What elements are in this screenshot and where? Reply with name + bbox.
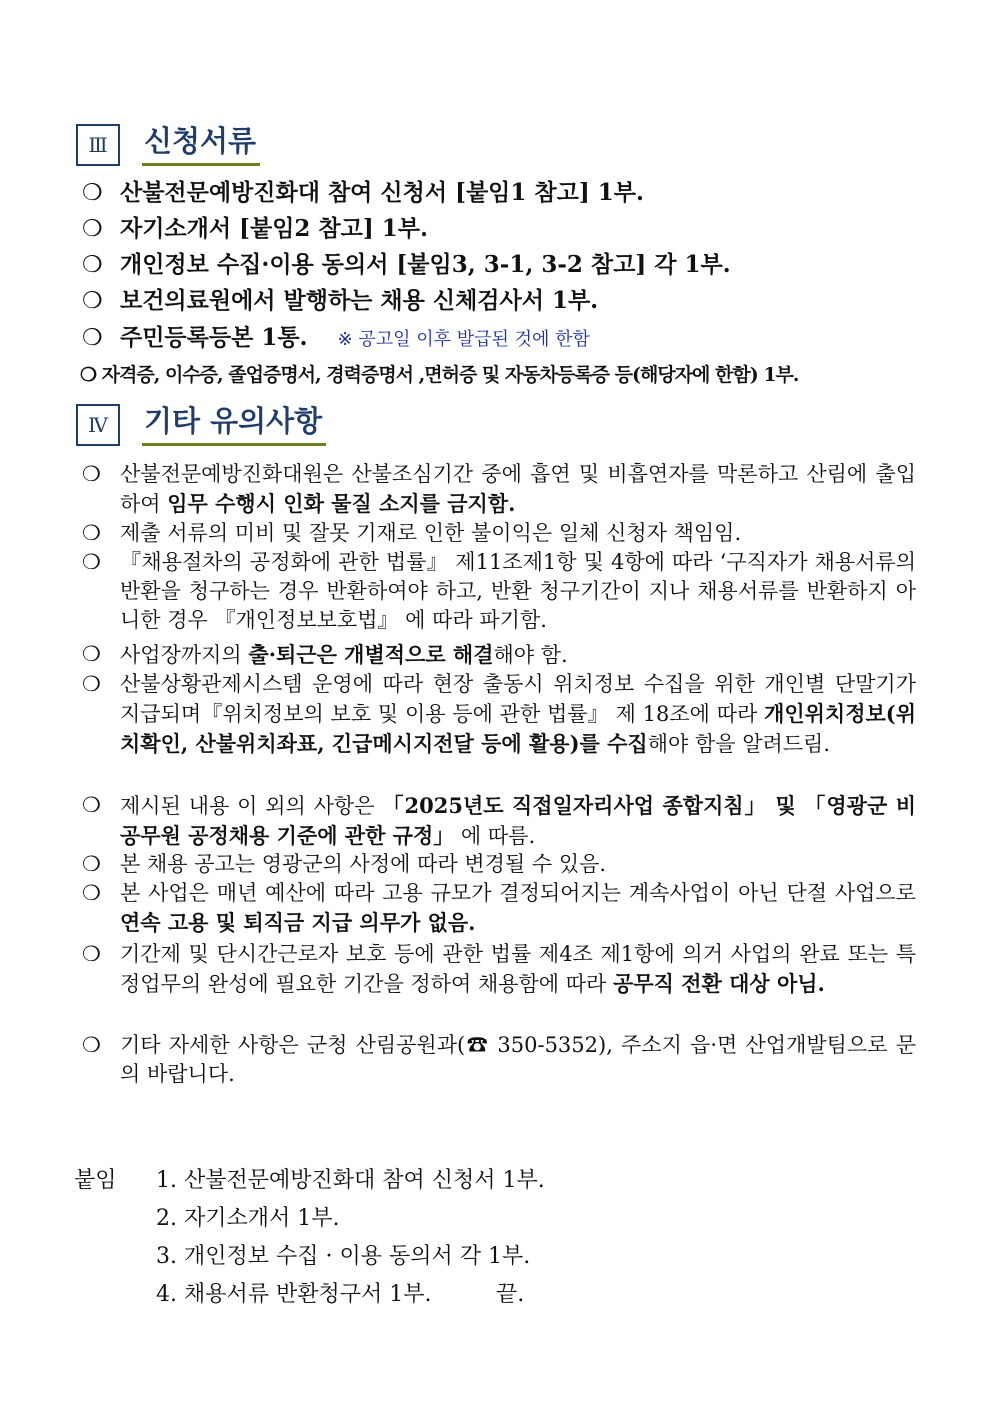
- bullet-icon: ❍: [82, 325, 103, 351]
- attachment-item: 1. 산불전문예방진화대 참여 신청서 1부.: [156, 1168, 545, 1193]
- section-4-title: 기타 유의사항: [142, 401, 326, 446]
- section-4-number: Ⅳ: [76, 404, 120, 446]
- attachment-item: 2. 자기소개서 1부.: [156, 1206, 340, 1231]
- notice-item: ❍ 『채용절차의 공정화에 관한 법률』 제11조제1항 및 4항에 따라 ‘구직자가 채용서류의 반환을 청구하는 경우 반환하여야 하고, 반환 청구기간이 지나 채용서류를 반환하지 아니한 경우 『개인정보보호법』 에 따라 파기함.: [82, 550, 916, 632]
- attachments-label: 붙임: [74, 1168, 117, 1193]
- section-3-title: 신청서류: [142, 121, 260, 166]
- bullet-icon: ❍: [82, 1033, 101, 1057]
- bullet-icon: ❍: [80, 364, 97, 386]
- bullet-icon: ❍: [82, 852, 101, 876]
- bullet-icon: ❍: [82, 942, 101, 966]
- bullet-icon: ❍: [82, 672, 101, 696]
- bullet-icon: ❍: [82, 521, 101, 545]
- notice-item: ❍ 사업장까지의 출·퇴근은 개별적으로 해결해야 함.: [82, 642, 568, 667]
- section-4-heading: [76, 402, 326, 446]
- list-item: ❍ 개인정보 수집·이용 동의서 [붙임3, 3-1, 3-2 참고] 각 1부.: [82, 247, 731, 283]
- bullet-icon: ❍: [82, 462, 101, 486]
- list-item: ❍ 보건의료원에서 발행하는 채용 신체검사서 1부.: [82, 283, 598, 319]
- bullet-icon: ❍: [82, 881, 101, 905]
- notice-item: ❍ 제시된 내용 이 외의 사항은 「2025년도 직접일자리사업 종합지침」 및 「영광군 비공무원 공정채용 기준에 관한 규정」 에 따름.: [82, 793, 916, 848]
- bullet-icon: ❍: [82, 252, 103, 278]
- bullet-icon: ❍: [82, 180, 103, 206]
- bullet-icon: ❍: [82, 550, 101, 574]
- notice-item: ❍ 본 채용 공고는 영광군의 사정에 따라 변경될 수 있음.: [82, 850, 922, 879]
- bullet-icon: ❍: [82, 793, 101, 817]
- notice-item: ❍ 기타 자세한 사항은 군청 산림공원과(☎ 350-5352), 주소지 읍·면 산업개발팀으로 문의 바랍니다.: [82, 1033, 916, 1086]
- end-mark: 끝.: [496, 1282, 525, 1307]
- notice-item: ❍ 산불전문예방진화대원은 산불조심기간 중에 흡연 및 비흡연자를 막론하고 산림에 출입하여 임무 수행시 인화 물질 소지를 금지함.: [82, 462, 916, 516]
- notice-item: ❍ 산불상황관제시스템 운영에 따라 현장 출동시 위치정보 수집을 위한 개인별 단말기가 지급되며『위치정보의 보호 및 이용 등에 관한 법률』 제 18조에 따라 개인위치정보(위치확인, 산불위치좌표, 긴급메시지전달 등에 활용)를 수집해야 함을 알려드림.: [82, 672, 916, 756]
- list-item: ❍ 산불전문예방진화대 참여 신청서 [붙임1 참고] 1부.: [82, 175, 644, 211]
- bullet-icon: ❍: [82, 216, 103, 242]
- bullet-icon: ❍: [82, 288, 103, 314]
- notice-item: ❍ 본 사업은 매년 예산에 따라 고용 규모가 결정되어지는 계속사업이 아닌 단절 사업으로 연속 고용 및 퇴직금 지급 의무가 없음.: [82, 881, 916, 935]
- section-3-number: Ⅲ: [76, 124, 120, 166]
- attachment-item: 3. 개인정보 수집 · 이용 동의서 각 1부.: [156, 1244, 531, 1269]
- section-3-heading: [76, 122, 260, 166]
- bullet-icon: ❍: [82, 642, 101, 666]
- attachment-item: 4. 채용서류 반환청구서 1부.: [156, 1282, 432, 1307]
- notice-item: ❍ 기간제 및 단시간근로자 보호 등에 관한 법률 제4조 제1항에 의거 사업의 완료 또는 특정업무의 완성에 필요한 기간을 정하여 채용함에 따라 공무직 전환 대상 아님.: [82, 942, 916, 996]
- list-item: ❍ 자격증, 이수증, 졸업증명서, 경력증명서 ,면허증 및 자동차등록증 등(해당자에 한함) 1부.: [80, 364, 799, 386]
- notice-item: ❍ 제출 서류의 미비 및 잘못 기재로 인한 불이익은 일체 신청자 책임임.: [82, 519, 922, 548]
- list-item: ❍ 자기소개서 [붙임2 참고] 1부.: [82, 211, 428, 247]
- list-item: ❍ 주민등록등본 1통. ※ 공고일 이후 발급된 것에 한함: [82, 320, 590, 358]
- issuance-note: ※ 공고일 이후 발급된 것에 한함: [337, 329, 590, 350]
